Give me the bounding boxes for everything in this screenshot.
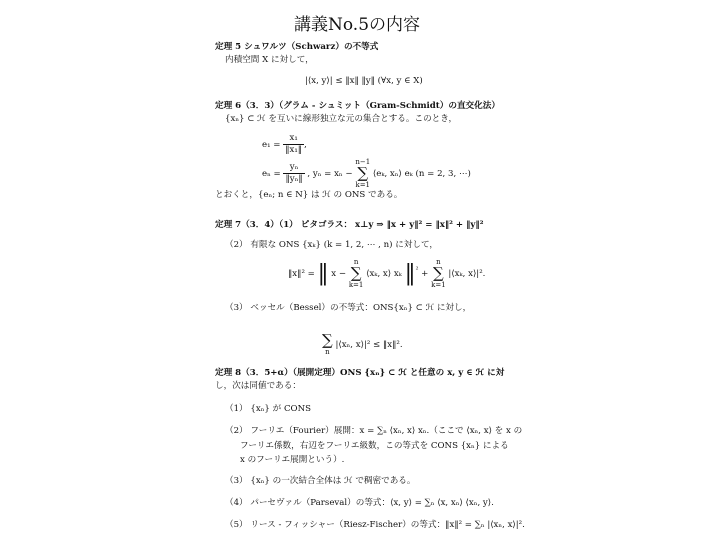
en-middle: , yₙ = xₙ − — [307, 169, 353, 179]
e1-denominator: ‖x₁‖ — [285, 145, 303, 155]
identity-sum2-upper: n — [436, 258, 441, 266]
sigma-icon: ∑ — [322, 331, 333, 349]
identity-inner: x − — [331, 269, 347, 279]
bessel-inequality — [322, 333, 403, 356]
theorem-8-item-2-end: x のフーリエ展開という）. — [240, 455, 345, 465]
page-title: 講義No.5の内容 — [293, 15, 421, 35]
en-numerator: yₙ — [283, 162, 304, 174]
theorem-6-conclusion: とおくと，{eₙ; n ∈ N} は ℋ の ONS である。 — [215, 190, 403, 200]
identity-sum2-lower: k=1 — [431, 281, 446, 289]
identity-summation-1 — [349, 258, 364, 289]
theorem-5-premise: 内積空間 X に対して， — [225, 55, 314, 65]
theorem-8-item-2: （2） フーリエ（Fourier）展開：x = ∑ₙ ⟨xₙ, x⟩ xₙ.（ここで ⟨xₙ, x⟩ を x の — [225, 426, 523, 436]
theorem-7-heading: 定理 7（3．4）（1） ピタゴラス： x⊥y ⇒ ‖x + y‖² = ‖x‖² + ‖y‖² — [215, 220, 484, 230]
e1-numerator: x₁ — [283, 133, 304, 145]
en-sum-upper: n−1 — [355, 158, 371, 166]
sigma-icon: ∑ — [350, 264, 362, 282]
sigma-icon: ∑ — [357, 164, 369, 182]
theorem-8-item-1: （1） {xₙ} が CONS — [225, 404, 311, 414]
en-sum-lower: k=1 — [355, 181, 371, 189]
e1-fraction — [283, 133, 304, 156]
en-rhs: ⟨eₖ, xₙ⟩ eₖ (n = 2, 3, ⋯) — [372, 169, 471, 179]
theorem-8-item-2-cont: フーリエ係数，右辺をフーリエ級数，この等式を CONS {xₙ} による — [240, 441, 509, 451]
theorem-6-heading: 定理 6（3．3）（グラム - シュミット（Gram-Schmidt）の直交化法） — [215, 101, 500, 111]
bessel-rhs: |⟨xₙ, x⟩|² ≤ ‖x‖². — [335, 340, 403, 350]
theorem-5-heading: 定理 5 シュワルツ（Schwarz）の不等式 — [215, 42, 379, 52]
theorem-7-item-3: （3） ベッセル（Bessel）の不等式：ONS{xₙ} ⊂ ℋ に対し， — [225, 303, 472, 313]
identity-rhs: |⟨xₖ, x⟩|². — [448, 269, 486, 279]
theorem-8-item-4: （4） パーセヴァル（Parseval）の等式：⟨x, y⟩ = ∑ₙ ⟨x, xₙ⟩ ⟨xₙ, y⟩. — [225, 498, 494, 508]
identity-summation-2 — [431, 258, 446, 289]
theorem-6-premise: {xₙ} ⊂ ℋ を互いに線形独立な元の集合とする。このとき， — [225, 114, 458, 124]
theorem-8-heading-cont: し，次は同値である： — [215, 381, 301, 391]
bessel-summation — [322, 333, 333, 356]
identity-square: ² — [415, 265, 419, 275]
finite-ons-identity — [288, 258, 485, 289]
norm-close: ‖ — [404, 261, 416, 286]
theorem-8-item-3: （3） {xₙ} の一次結合全体は ℋ で稠密である。 — [225, 476, 416, 486]
e1-lhs: e₁ = — [262, 140, 281, 150]
gram-schmidt-en — [262, 158, 471, 189]
bessel-sum-lower: n — [325, 348, 330, 356]
en-summation — [355, 158, 370, 189]
identity-plus: + — [421, 269, 429, 279]
identity-lhs: ‖x‖² = — [288, 269, 318, 279]
gram-schmidt-e1: e₁ = $\frac{\text{x₁}}{\text{‖x₁‖}}$ , — [262, 133, 307, 155]
en-denominator: ‖yₙ‖ — [285, 174, 303, 184]
sigma-icon: ∑ — [433, 264, 444, 282]
identity-sum1-upper: n — [353, 258, 359, 266]
identity-inner-term: ⟨xₖ, x⟩ xₖ — [366, 269, 402, 279]
identity-sum1-lower: k=1 — [348, 281, 364, 289]
schwarz-inequality: |⟨x, y⟩| ≤ ‖x‖ ‖y‖ (∀x, y ∈ X) — [305, 76, 423, 86]
theorem-8-heading: 定理 8（3．5+α）（展開定理）ONS {xₙ} ⊂ ℋ と任意の x, y ∈ ℋ に対 — [215, 368, 505, 378]
theorem-7-item-2: （2） 有限な ONS {xₖ} (k = 1, 2, ⋯ , n) に対して， — [225, 240, 439, 250]
norm-open: ‖ — [317, 261, 329, 286]
theorem-8-item-5: （5） リース - フィッシャー（Riesz-Fischer）の等式：‖x‖² = ∑ₙ |⟨xₙ, x⟩|². — [225, 520, 525, 530]
en-lhs: eₙ = — [262, 169, 281, 179]
en-fraction — [283, 162, 304, 185]
